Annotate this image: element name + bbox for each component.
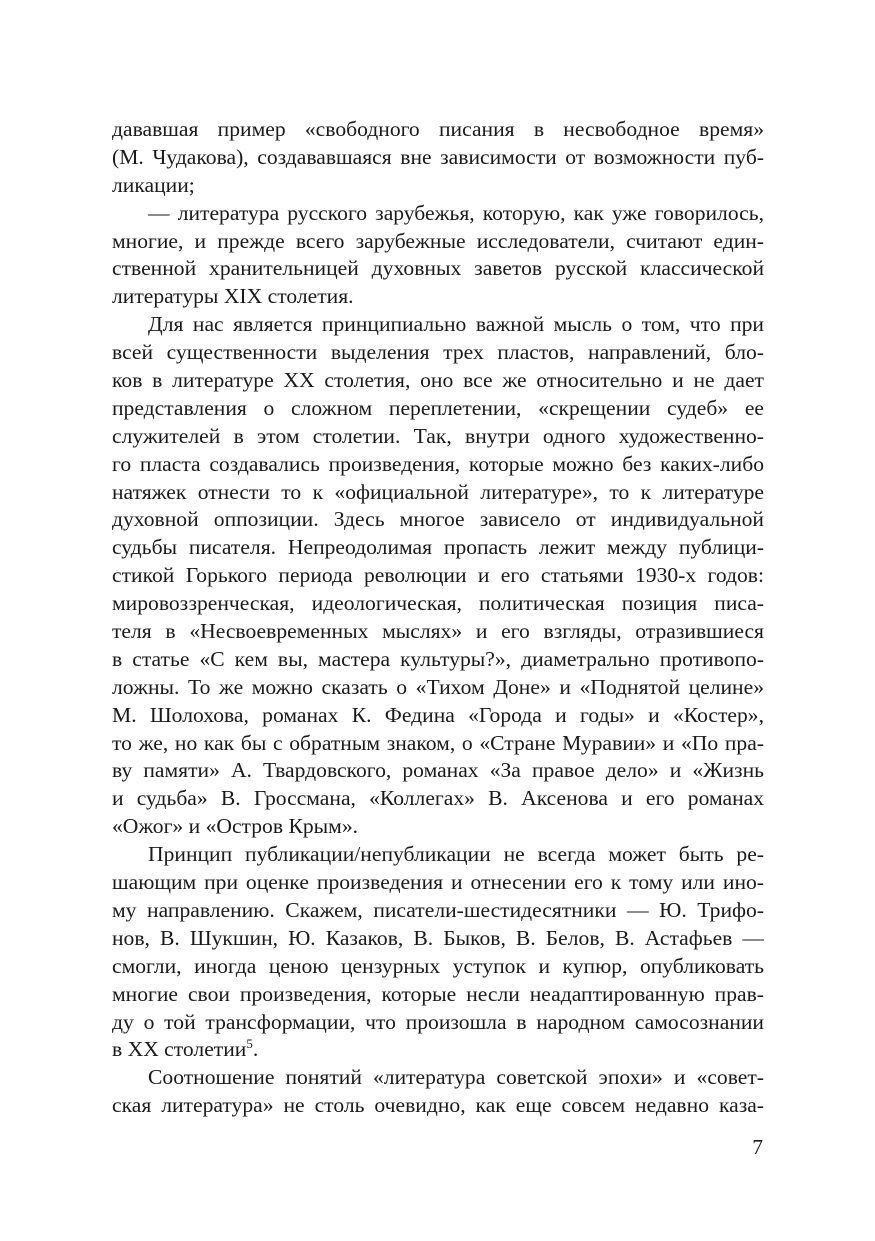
text-line (112, 228, 764, 256)
text-line (112, 255, 764, 283)
line-text: в XX столетии (112, 1037, 247, 1062)
line-text: стикой Горького периода революции и его статьями 1930-х годов: (112, 563, 764, 588)
line-text: то же, но как бы с обратным знаком, о «Стране Муравии» и «По пра- (112, 730, 764, 755)
text-line (112, 1092, 764, 1120)
line-text: теля в «Несвоевременных мыслях» и его взгляды, отразившиеся (112, 619, 764, 644)
text-line (112, 813, 764, 841)
text-line (112, 116, 764, 144)
text-line (112, 395, 764, 423)
text-line (112, 925, 764, 953)
line-text: всей существенности выделения трех пластов, направлений, бло- (112, 340, 764, 365)
page-number: 7 (752, 1135, 763, 1159)
line-text: нов, В. Шукшин, Ю. Казаков, В. Быков, В. Белов, В. Астафьев — (112, 925, 764, 950)
text-line (112, 1064, 764, 1092)
line-text: мировоззренческая, идеологическая, политическая позиция писа- (112, 591, 764, 616)
line-text: натяжек отнести то к «официальной литературе», то к литературе (112, 479, 764, 504)
text-line (112, 451, 764, 479)
text-line (112, 172, 764, 200)
line-text: дававшая пример «свободного писания в несвободное время» (112, 117, 764, 141)
text-line (112, 981, 764, 1009)
footnote-mark: 5 (246, 1036, 253, 1052)
line-text: ликации; (112, 172, 195, 197)
text-line (112, 757, 764, 785)
body-text (112, 116, 764, 1120)
line-text: шающим при оценке произведения и отнесении его к тому или ино- (112, 870, 764, 895)
line-text: Принцип публикации/непубликации не всегда может быть ре- (148, 842, 764, 867)
text-line (112, 869, 764, 897)
text-line (112, 953, 764, 981)
line-text: ская литература» не столь очевидно, как еще совсем недавно каза- (112, 1093, 764, 1118)
text-line (112, 841, 764, 869)
line-text: многие, и прежде всего зарубежные исследователи, считают един- (112, 228, 764, 253)
line-text: и судьба» В. Гроссмана, «Коллегах» В. Аксенова и его романах (112, 786, 764, 811)
line-text: М. Шолохова, романах К. Федина «Города и годы» и «Костер», (112, 702, 764, 727)
line-text: Для нас является принципиально важной мысль о том, что при (148, 312, 764, 337)
line-text: судьбы писателя. Непреодолимая пропасть лежит между публици- (112, 535, 764, 560)
text-line (112, 534, 764, 562)
line-text: ложны. То же можно сказать о «Тихом Доне» и «Поднятой целине» (112, 674, 764, 699)
paragraph (112, 311, 764, 841)
line-end-punctuation: . (252, 1037, 259, 1062)
line-text: (М. Чудакова), создававшаяся вне зависимости от возможности пуб- (112, 144, 764, 169)
line-text: «Ожог» и «Остров Крым». (112, 814, 359, 839)
line-text: смогли, иногда ценою цензурных уступок и купюр, опубликовать (112, 953, 764, 978)
line-text: ву памяти» А. Твардовского, романах «За правое дело» и «Жизнь (112, 758, 764, 783)
line-text: ду о той трансформации, что произошла в народном самосознании (112, 1009, 764, 1034)
line-text: го пласта создавались произведения, которые можно без каких-либо (112, 451, 764, 476)
text-line (112, 674, 764, 702)
line-text: ков в литературе XX столетия, оно все же относительно и не дает (112, 368, 764, 393)
text-line (112, 339, 764, 367)
text-line (112, 618, 764, 646)
line-text: служителей в этом столетии. Так, внутри одного художественно- (112, 423, 764, 448)
line-text: — литература русского зарубежья, которую, как уже говорилось, (148, 200, 764, 225)
text-line (112, 200, 764, 228)
line-text: представления о сложном переплетении, «скрещении судеб» ее (112, 395, 764, 420)
text-line (112, 506, 764, 534)
text-line (112, 1036, 764, 1064)
text-line (112, 702, 764, 730)
text-line (112, 423, 764, 451)
line-text: духовной оппозиции. Здесь многое зависело от индивидуальной (112, 507, 764, 532)
text-line (112, 646, 764, 674)
text-line (112, 311, 764, 339)
text-line (112, 283, 764, 311)
text-line (112, 367, 764, 395)
text-line (112, 144, 764, 172)
paragraph (112, 841, 764, 1064)
line-text: Соотношение понятий «литература советской эпохи» и «совет- (148, 1065, 764, 1090)
line-text: в статье «С кем вы, мастера культуры?», диаметрально противопо- (112, 646, 764, 671)
paragraph (112, 116, 764, 200)
text-line (112, 562, 764, 590)
line-text: многие свои произведения, которые несли неадаптированную прав- (112, 981, 764, 1006)
text-line (112, 897, 764, 925)
text-line (112, 785, 764, 813)
text-line (112, 730, 764, 758)
paragraph (112, 200, 764, 312)
paragraph (112, 1064, 764, 1120)
line-text: литературы XIX столетия. (112, 284, 354, 309)
line-text: му направлению. Скажем, писатели-шестидесятники — Ю. Трифо- (112, 897, 764, 922)
text-line (112, 1009, 764, 1037)
text-line (112, 479, 764, 507)
line-text: ственной хранительницей духовных заветов русской классической (112, 256, 764, 281)
text-line (112, 590, 764, 618)
